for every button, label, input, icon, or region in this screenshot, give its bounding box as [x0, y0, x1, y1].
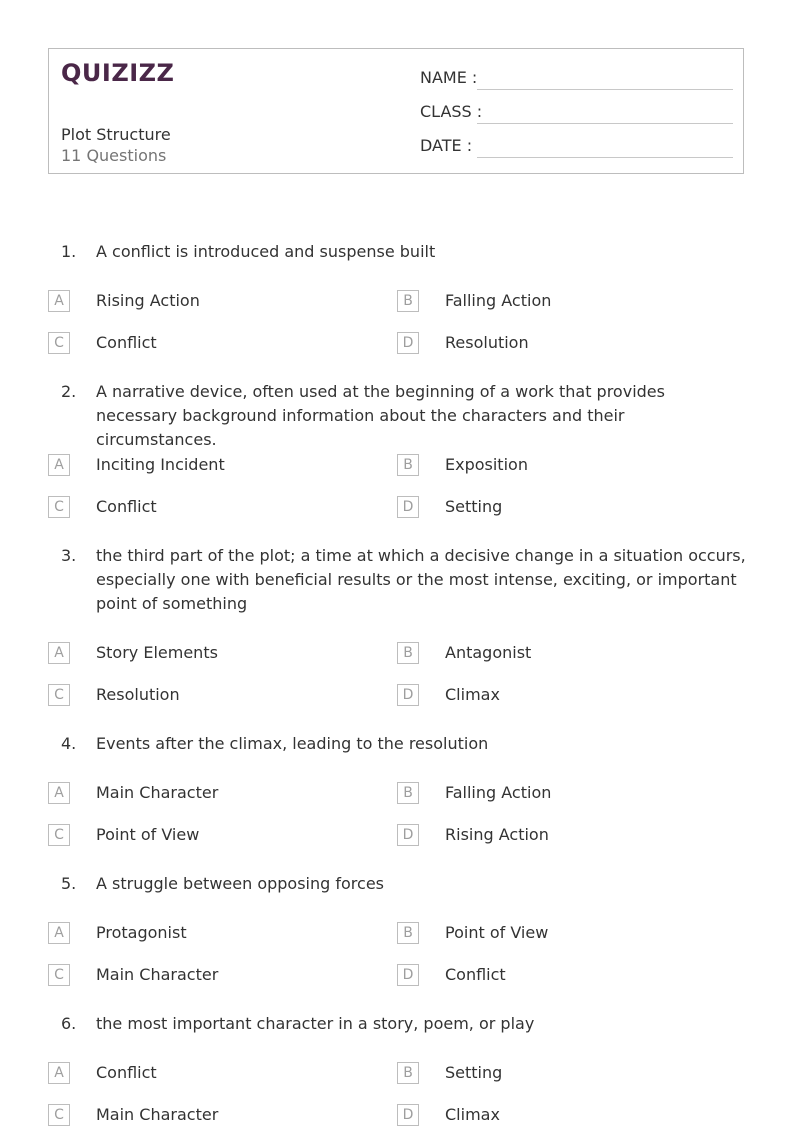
option-d-box[interactable]: D — [397, 964, 419, 986]
option-b-text: Exposition — [445, 455, 528, 474]
question-number: 6. — [61, 1014, 77, 1033]
option-b-box[interactable]: B — [397, 290, 419, 312]
option-a-box[interactable]: A — [48, 454, 70, 476]
question-text: A conflict is introduced and suspense built — [96, 242, 436, 261]
option-c-box[interactable]: C — [48, 684, 70, 706]
option-c-box[interactable]: C — [48, 824, 70, 846]
option-c-text: Conflict — [96, 497, 157, 516]
option-c-box[interactable]: C — [48, 964, 70, 986]
option-b-box[interactable]: B — [397, 1062, 419, 1084]
name-field[interactable] — [477, 89, 733, 90]
question-text: Events after the climax, leading to the resolution — [96, 734, 489, 753]
option-a-text: Inciting Incident — [96, 455, 225, 474]
option-b-box[interactable]: B — [397, 922, 419, 944]
option-b-box[interactable]: B — [397, 454, 419, 476]
option-c-text: Main Character — [96, 965, 219, 984]
option-b-text: Setting — [445, 1063, 503, 1082]
option-d-text: Conflict — [445, 965, 506, 984]
option-b-box[interactable]: B — [397, 642, 419, 664]
option-c-text: Point of View — [96, 825, 200, 844]
option-d-box[interactable]: D — [397, 496, 419, 518]
option-a-text: Protagonist — [96, 923, 187, 942]
option-b-text: Antagonist — [445, 643, 532, 662]
question-text: the third part of the plot; a time at which a decisive change in a situation occurs, especially one with beneficial results or the most intense, exciting, or important point of something — [96, 546, 746, 613]
option-d-text: Climax — [445, 1105, 500, 1124]
option-c-box[interactable]: C — [48, 1104, 70, 1126]
question-count: 11 Questions — [61, 146, 167, 165]
option-d-box[interactable]: D — [397, 1104, 419, 1126]
question-number: 5. — [61, 874, 77, 893]
option-a-box[interactable]: A — [48, 290, 70, 312]
option-d-text: Climax — [445, 685, 500, 704]
option-b-text: Point of View — [445, 923, 549, 942]
worksheet-title: Plot Structure — [61, 125, 171, 144]
question-number: 1. — [61, 242, 77, 261]
option-d-text: Rising Action — [445, 825, 549, 844]
option-a-text: Main Character — [96, 783, 219, 802]
option-b-text: Falling Action — [445, 783, 552, 802]
question-text: A narrative device, often used at the beginning of a work that provides necessary background information about the characters and their circumstances. — [96, 382, 665, 449]
option-a-box[interactable]: A — [48, 642, 70, 664]
option-b-text: Falling Action — [445, 291, 552, 310]
question-number: 2. — [61, 382, 77, 401]
option-d-text: Setting — [445, 497, 503, 516]
option-a-text: Conflict — [96, 1063, 157, 1082]
option-d-box[interactable]: D — [397, 824, 419, 846]
option-c-text: Main Character — [96, 1105, 219, 1124]
option-a-box[interactable]: A — [48, 922, 70, 944]
class-field[interactable] — [477, 123, 733, 124]
option-c-text: Conflict — [96, 333, 157, 352]
date-field[interactable] — [477, 157, 733, 158]
worksheet-header — [48, 48, 744, 174]
option-a-text: Story Elements — [96, 643, 218, 662]
option-b-box[interactable]: B — [397, 782, 419, 804]
option-c-text: Resolution — [96, 685, 180, 704]
question-number: 4. — [61, 734, 77, 753]
question-text: the most important character in a story, poem, or play — [96, 1014, 535, 1033]
question-number: 3. — [61, 546, 77, 565]
name-label: NAME : — [420, 68, 478, 87]
option-c-box[interactable]: C — [48, 332, 70, 354]
option-a-box[interactable]: A — [48, 1062, 70, 1084]
option-d-box[interactable]: D — [397, 332, 419, 354]
option-d-box[interactable]: D — [397, 684, 419, 706]
question-text: A struggle between opposing forces — [96, 874, 384, 893]
option-a-box[interactable]: A — [48, 782, 70, 804]
option-c-box[interactable]: C — [48, 496, 70, 518]
option-d-text: Resolution — [445, 333, 529, 352]
class-label: CLASS : — [420, 102, 483, 121]
option-a-text: Rising Action — [96, 291, 200, 310]
quizizz-logo: QUIZIZZ — [61, 59, 175, 87]
date-label: DATE : — [420, 136, 473, 155]
